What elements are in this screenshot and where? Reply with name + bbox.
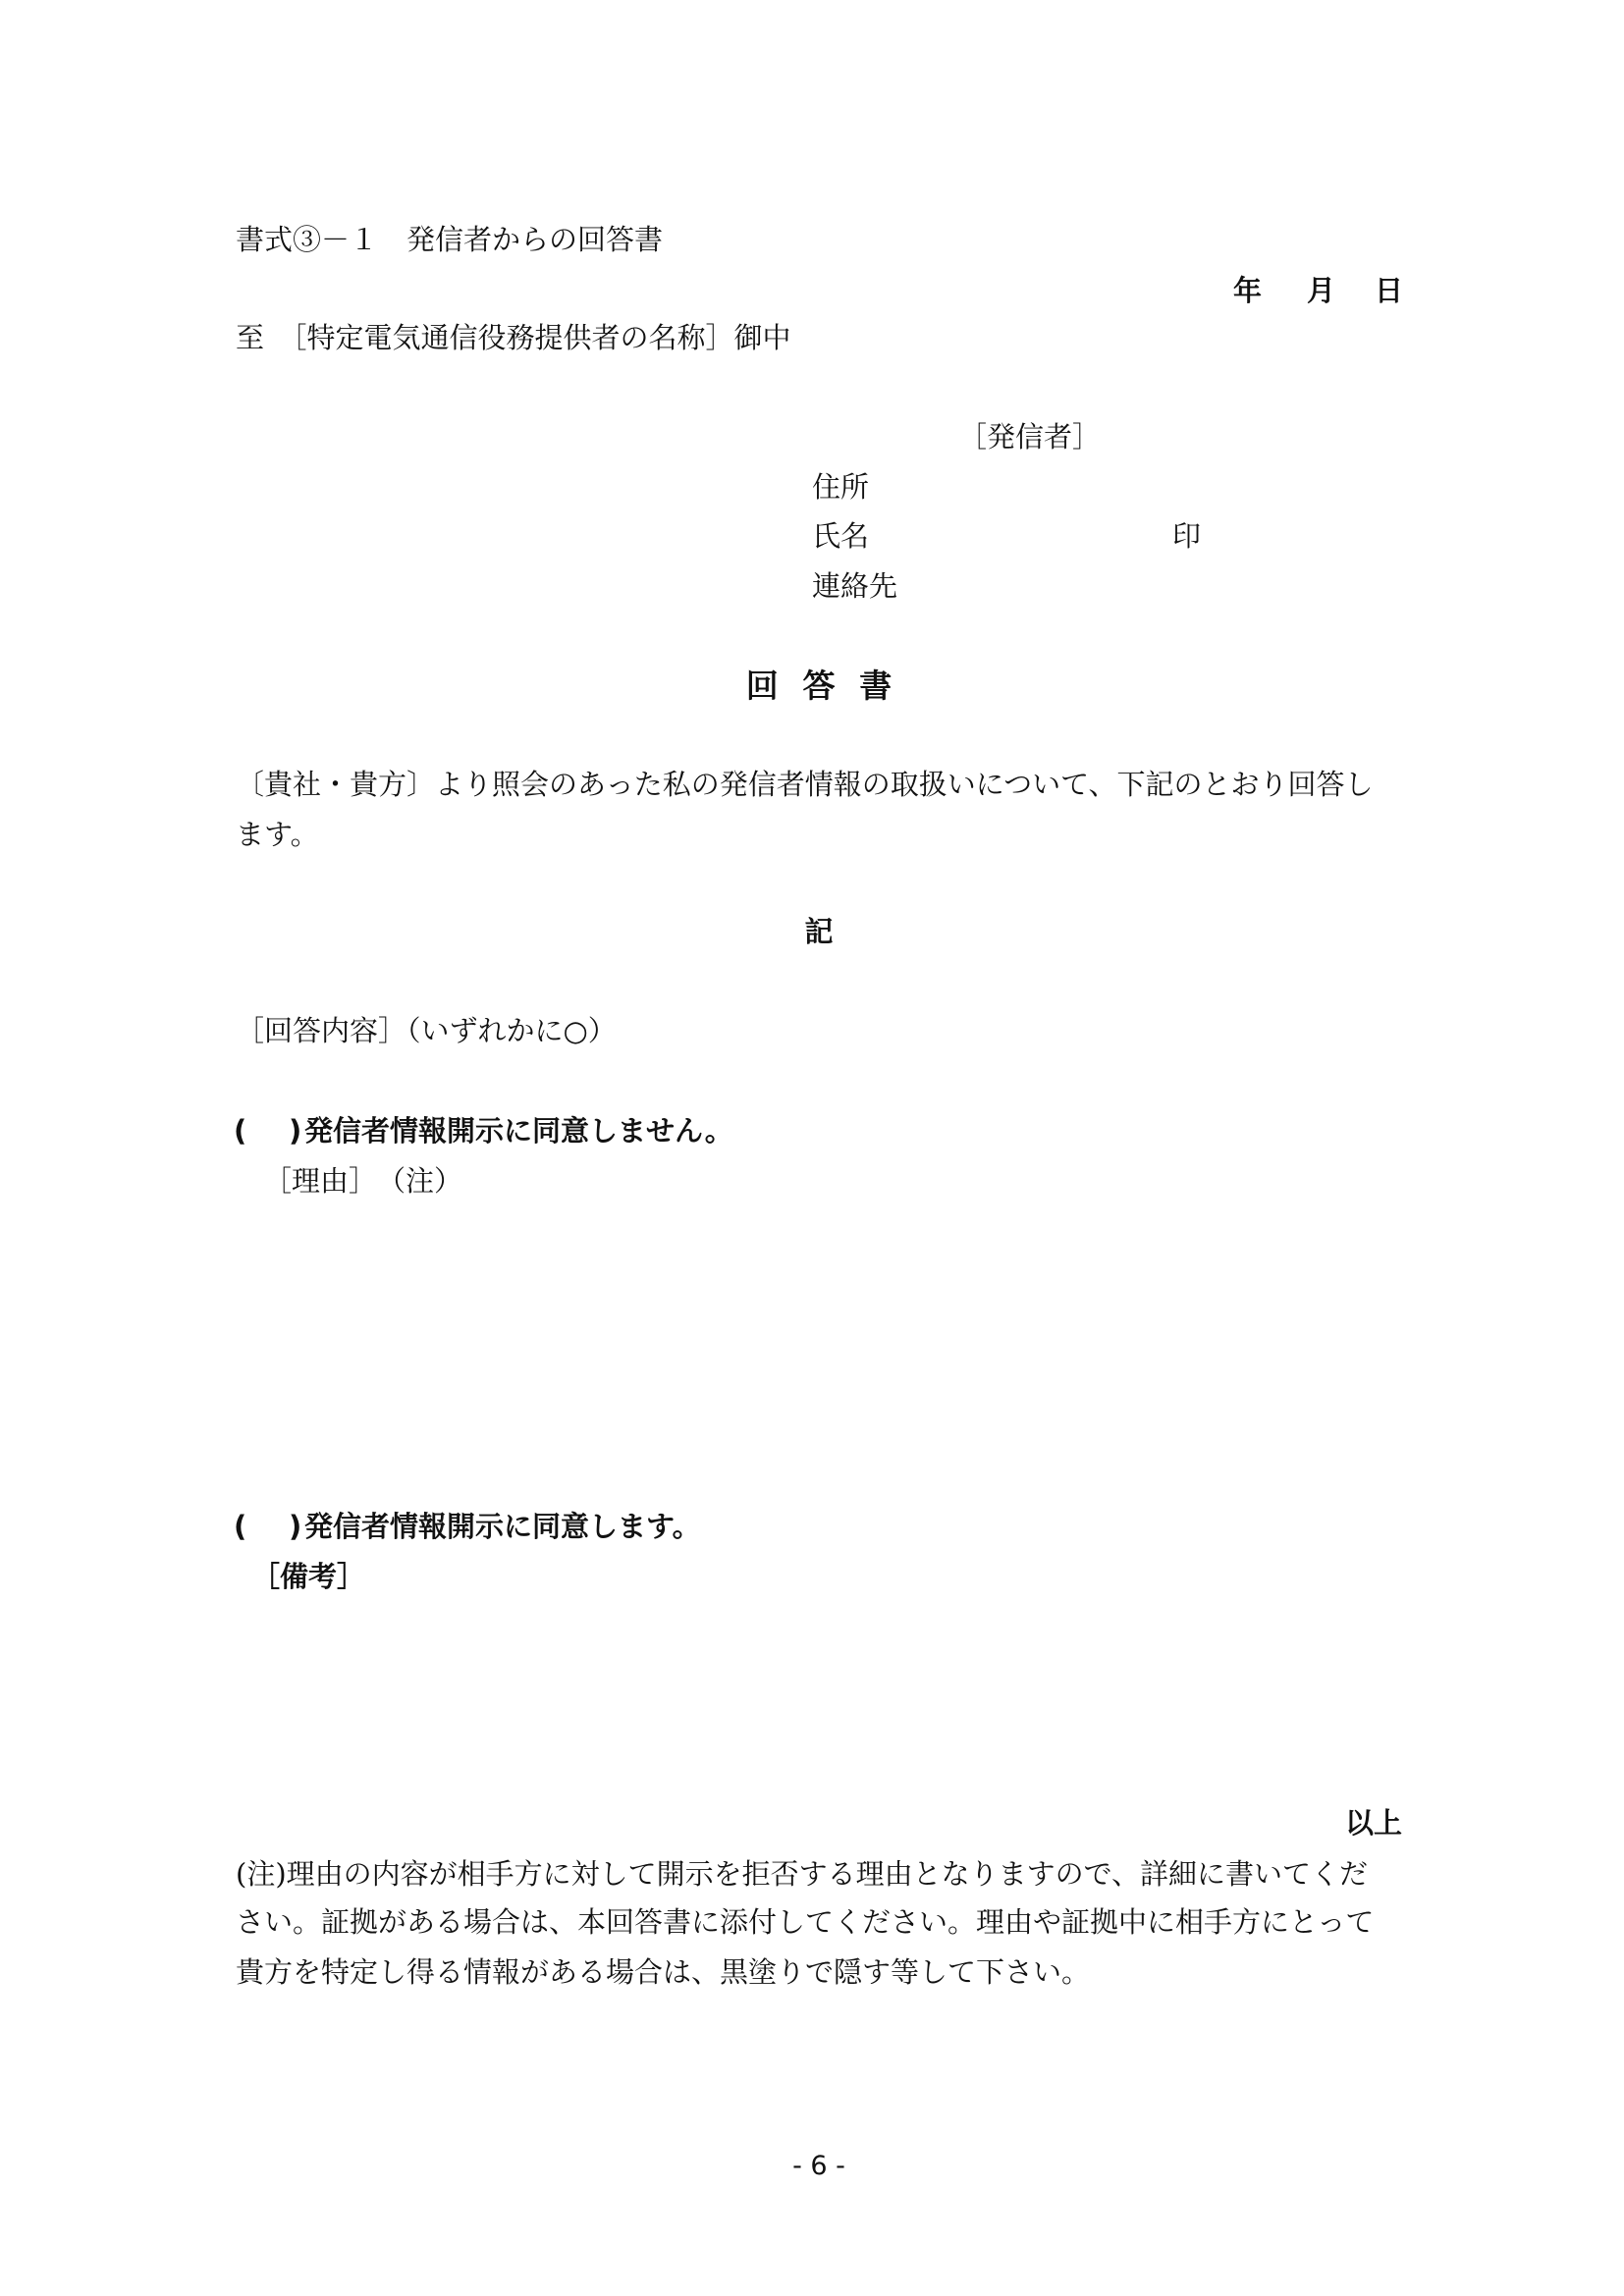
document-title: 回答書 <box>745 667 916 705</box>
closing-label: 以上 <box>1344 1806 1402 1840</box>
record-heading: 記 <box>804 915 834 948</box>
note-line-3: 貴方を特定し得る情報がある場合は、黒塗りで隠す等して下さい。 <box>236 1955 1091 1989</box>
sender-address-label: 住所 <box>812 470 870 504</box>
note-line-1: (注)理由の内容が相手方に対して開示を拒否する理由となりますので、詳細に書いてくだ <box>236 1857 1369 1891</box>
form-label: 書式③－１ 発信者からの回答書 <box>236 223 664 256</box>
agree-checkbox-close: ) <box>289 1510 302 1543</box>
intro-line-2: ます。 <box>236 818 319 851</box>
agree-checkbox-open: ( <box>234 1510 247 1543</box>
sender-heading: ［発信者］ <box>958 420 1102 454</box>
answer-label: ［回答内容］（いずれかに○） <box>236 1014 617 1047</box>
decline-option-text: 発信者情報開示に同意しません。 <box>304 1114 733 1148</box>
date-year-label: 年 <box>1233 274 1263 307</box>
addressee: 至 ［特定電気通信役務提供者の名称］御中 <box>236 321 791 354</box>
sender-contact-label: 連絡先 <box>812 569 898 603</box>
date-day-label: 日 <box>1375 274 1404 307</box>
sender-name-label: 氏名 <box>812 519 870 553</box>
page-number: - 6 - <box>792 2151 845 2181</box>
decline-checkbox-open: ( <box>234 1114 247 1148</box>
remarks-label: ［備考］ <box>251 1560 366 1593</box>
reason-label: ［理由］ （注） <box>263 1164 463 1198</box>
intro-line-1: 〔貴社・貴方〕より照会のあった私の発信者情報の取扱いについて、下記のとおり回答し <box>236 768 1374 801</box>
note-line-2: さい。証拠がある場合は、本回答書に添付してください。理由や証拠中に相手方にとって <box>236 1905 1375 1939</box>
date-month-label: 月 <box>1307 274 1336 307</box>
sender-seal-label: 印 <box>1172 519 1202 553</box>
agree-option-text: 発信者情報開示に同意します。 <box>304 1510 701 1543</box>
decline-checkbox-close: ) <box>289 1114 302 1148</box>
